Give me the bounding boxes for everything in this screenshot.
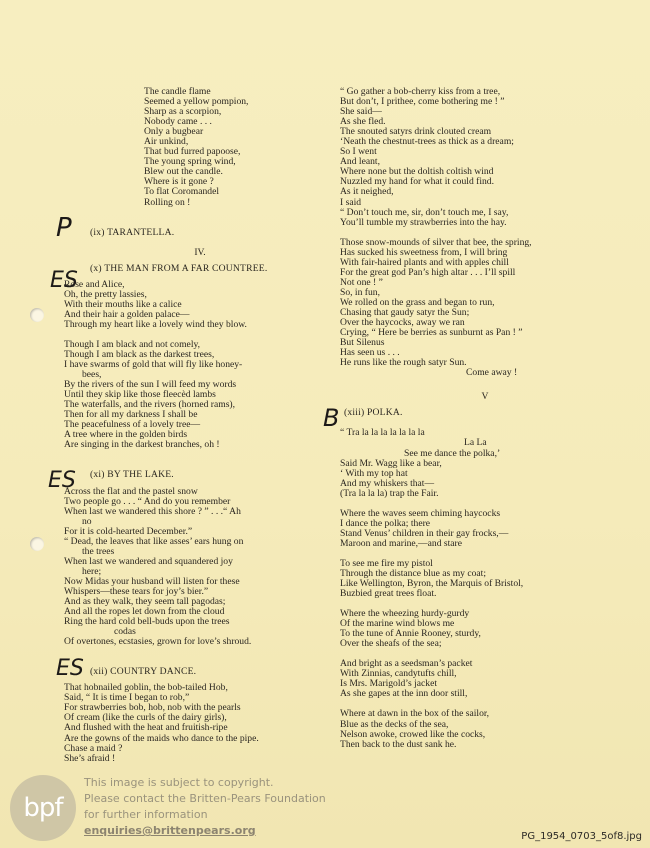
poem-line: The young spring wind, — [144, 156, 236, 168]
poem-line: A tree where in the golden birds — [64, 429, 188, 441]
poem-line: Then for all my darkness I shall be — [64, 409, 198, 421]
poem-line: And leant, — [340, 156, 380, 168]
poem-line: Where the wheezing hurdy-gurdy — [340, 608, 470, 620]
poem-line: The candle flame — [144, 86, 211, 97]
poem-line: As she fled. — [340, 116, 386, 128]
poem-line: Air unkind, — [144, 136, 189, 148]
bpf-logo: bpf — [10, 775, 76, 841]
poem-line: As she gapes at the inn door still, — [340, 688, 468, 700]
poem-line: The waterfalls, and the rivers (horned rams), — [64, 399, 236, 411]
poem-line: Seemed a yellow pompion, — [144, 96, 249, 108]
poem-line: Blue as the decks of the sea, — [340, 718, 449, 730]
notice-line: for further information — [84, 808, 208, 821]
poem-line: “ Tra la la la la la la la — [340, 427, 425, 439]
poem-line: See me dance the polka,’ — [404, 447, 501, 459]
polka-stanza-1 — [340, 428, 630, 498]
poem-line: That bud furred papoose, — [144, 146, 241, 158]
section-heading-xiii: (xiii) POLKA. — [344, 407, 403, 419]
poem-line: You’ll tumble my strawberries into the hay. — [340, 216, 507, 228]
poem-line: here; — [82, 565, 102, 577]
poem-line: Are singing in the darkest branches, oh ! — [64, 439, 220, 451]
contact-email-link[interactable]: enquiries@brittenpears.org — [84, 824, 256, 837]
poem-line: Through my heart like a lovely wind they blow. — [64, 318, 247, 330]
poem-line: Of cream (like the curls of the dairy girls), — [64, 712, 227, 724]
poem-line: Oh, the pretty lassies, — [64, 288, 147, 300]
punch-hole — [30, 537, 44, 551]
poem-line: Across the flat and the pastel snow — [64, 485, 198, 497]
poem-line: Where is it gone ? — [144, 176, 214, 188]
poem-line: ‘Neath the chestnut-trees as thick as a dream; — [340, 136, 514, 148]
poem-line: La La — [464, 437, 487, 449]
poem-line: Rose and Alice, — [64, 278, 125, 290]
poem-line: For the great god Pan’s high altar . . . I’ll spill — [340, 266, 516, 278]
poem-line: Those snow-mounds of silver that bee, the spring, — [340, 236, 532, 248]
poem-line: Crying, “ Here be berries as sunburnt as Pan ! ” — [340, 327, 523, 339]
poem-line: The snouted satyrs drink clouted cream — [340, 126, 492, 138]
poem-line: Said Mr. Wagg like a bear, — [340, 457, 442, 469]
poem-line: Chase a maid ? — [64, 742, 123, 754]
polka-stanza-6 — [340, 709, 630, 749]
poem-line: And their hair a golden palace— — [64, 308, 190, 320]
poem-line: I have swarms of gold that will fly like honey- — [64, 359, 243, 371]
poem-line: Over the haycocks, away we ran — [340, 317, 465, 329]
poem-line: And flushed with the heat and fruitish-ripe — [64, 722, 228, 734]
poem-line: And my whiskers that— — [340, 477, 435, 489]
poem-line: “ Go gather a bob-cherry kiss from a tree, — [340, 86, 501, 97]
poem-line: Blew out the candle. — [144, 166, 223, 178]
poem-line: As it neighed, — [340, 186, 394, 198]
poem-line: Though I am black and not comely, — [64, 338, 201, 350]
margin-mark-xi: ES — [48, 468, 76, 493]
poem-line: no — [82, 515, 92, 527]
poem-line: Of the marine wind blows me — [340, 618, 455, 630]
poem-line: Where none but the doltish coltish wind — [340, 166, 494, 178]
poem-line: Buzbied great trees float. — [340, 588, 437, 600]
poem-line: For strawberries bob, hob, nob with the pearls — [64, 702, 241, 714]
section-heading-xii: (xii) COUNTRY DANCE. — [90, 666, 197, 678]
poem-line: Nelson awoke, crowed like the cocks, — [340, 728, 486, 740]
margin-mark-ix: P — [56, 213, 72, 243]
poem-line: Over the sheafs of the sea; — [340, 638, 442, 650]
punch-hole — [30, 308, 44, 322]
poem-line: To see me fire my pistol — [340, 557, 433, 569]
poem-line: Sharp as a scorpion, — [144, 106, 222, 118]
poem-line: Has sucked his sweetness from, I will bring — [340, 246, 508, 258]
poem-line: Chasing that gaudy satyr the Sun; — [340, 306, 470, 318]
section-heading-x: (x) THE MAN FROM A FAR COUNTREE. — [90, 262, 268, 274]
poem-line: Only a bugbear — [144, 126, 204, 138]
poem-line: Is Mrs. Marigold’s jacket — [340, 678, 437, 690]
poem-line: She said— — [340, 106, 382, 118]
margin-mark-x: ES — [50, 268, 78, 293]
part-number-iv: IV. — [194, 246, 206, 258]
copyright-notice — [84, 775, 326, 839]
poem-line: Not one ! ” — [340, 276, 383, 288]
right-second-stanza — [340, 238, 630, 369]
poem-line: Like Wellington, Byron, the Marquis of Bristol, — [340, 578, 524, 590]
poem-line: To the tune of Annie Rooney, sturdy, — [340, 628, 481, 640]
poem-line: She’s afraid ! — [64, 752, 116, 764]
notice-line: This image is subject to copyright. — [84, 776, 274, 789]
file-name: PG_1954_0703_5of8.jpg — [521, 831, 642, 842]
poem-line: Are the gowns of the maids who dance to the pipe. — [64, 732, 259, 744]
poem-line: Now Midas your husband will listen for these — [64, 575, 240, 587]
poem-line: And bright as a seedsman’s packet — [340, 658, 473, 670]
poem-line: When last we wandered this shore ? ” . . .“ Ah — [64, 505, 241, 517]
poem-line: For it is cold-hearted December.” — [64, 525, 193, 537]
poem-line: We rolled on the grass and began to run, — [340, 296, 495, 308]
poem-line: Of overtones, ecstasies, grown for love’s shroud. — [64, 636, 252, 648]
poem-line: But don’t, I prithee, come bothering me ! ” — [340, 96, 505, 108]
xi-stanza — [64, 487, 336, 648]
poem-line: To flat Coromandel — [144, 186, 219, 198]
poem-line: (Tra la la la) trap the Fair. — [340, 487, 439, 499]
poem-line: When last we wandered and squandered joy — [64, 555, 233, 567]
poem-line: Two people go . . . “ And do you remember — [64, 495, 231, 507]
poem-line: Through the distance blue as my coat; — [340, 567, 486, 579]
polka-stanza-5 — [340, 659, 630, 699]
poem-line: Then back to the dust sank he. — [340, 738, 457, 750]
poem-line: The peacefulness of a lovely tree— — [64, 419, 201, 431]
poem-line: I dance the polka; there — [340, 517, 431, 529]
poem-line: Where the waves seem chiming haycocks — [340, 507, 501, 519]
section-heading-xi: (xi) BY THE LAKE. — [90, 469, 174, 481]
polka-stanza-4 — [340, 609, 630, 649]
poem-line: ‘ With my top hat — [340, 467, 408, 479]
poem-line: Has seen us . . . — [340, 347, 400, 359]
poem-line: Said, “ It is time I began to rob,” — [64, 692, 190, 704]
poem-line: Though I am black as the darkest trees, — [64, 348, 215, 360]
poem-line: So I went — [340, 146, 377, 158]
notice-line: Please contact the Britten-Pears Foundation — [84, 792, 326, 805]
poem-line: So, in fun, — [340, 286, 380, 298]
poem-line: With fair-haired plants and with apples chill — [340, 256, 509, 268]
poem-line: Ring the hard cold bell-buds upon the trees — [64, 616, 230, 628]
poem-line: That hobnailed goblin, the bob-tailed Hob, — [64, 682, 228, 694]
poem-line: Rolling on ! — [144, 196, 191, 208]
poem-line: I said — [340, 196, 362, 208]
poem-line: “ Dead, the leaves that like asses’ ears hung on — [64, 535, 244, 547]
poem-line: And as they walk, they seem tall pagodas; — [64, 596, 226, 608]
poem-line: Nobody came . . . — [144, 116, 212, 128]
right-top-stanza — [340, 87, 630, 228]
poem-line: Where at dawn in the box of the sailor, — [340, 708, 490, 720]
intro-stanza — [64, 87, 336, 208]
polka-stanza-2 — [340, 509, 630, 549]
poem-line: With Zinnias, candytufts chill, — [340, 668, 457, 680]
poem-line: Maroon and marine,—and stare — [340, 537, 463, 549]
poem-line: codas — [114, 626, 136, 638]
poem-line: And all the ropes let down from the cloud — [64, 606, 225, 618]
margin-mark-xiii: B — [323, 404, 340, 432]
left-column — [64, 87, 336, 764]
poem-line: With their mouths like a calice — [64, 298, 182, 310]
xii-stanza — [64, 683, 336, 763]
part-number-v: V — [481, 391, 489, 403]
poem-line: “ Don’t touch me, sir, don’t touch me, I say, — [340, 206, 509, 218]
poem-line: the trees — [82, 545, 115, 557]
poem-line: Until they skip like those fleecèd lambs — [64, 389, 216, 401]
poem-line: But Silenus — [340, 337, 385, 349]
poem-line: Stand Venus’ children in their gay frocks,— — [340, 527, 509, 539]
x-stanza-2 — [64, 340, 336, 451]
poem-line: Whispers—these tears for joy’s bier.” — [64, 585, 209, 597]
margin-mark-xii: ES — [56, 656, 84, 681]
poem-line: He runs like the rough satyr Sun. — [340, 357, 467, 369]
right-column — [340, 87, 630, 750]
polka-stanza-3 — [340, 559, 630, 599]
x-stanza-1 — [64, 280, 336, 330]
section-heading-ix: (ix) TARANTELLA. — [90, 226, 175, 238]
poem-line: bees, — [82, 369, 102, 381]
poem-line: By the rivers of the sun I will feed my words — [64, 379, 237, 391]
come-away-line: Come away ! — [466, 367, 518, 379]
poem-line: Nuzzled my hand for what it could find. — [340, 176, 494, 188]
